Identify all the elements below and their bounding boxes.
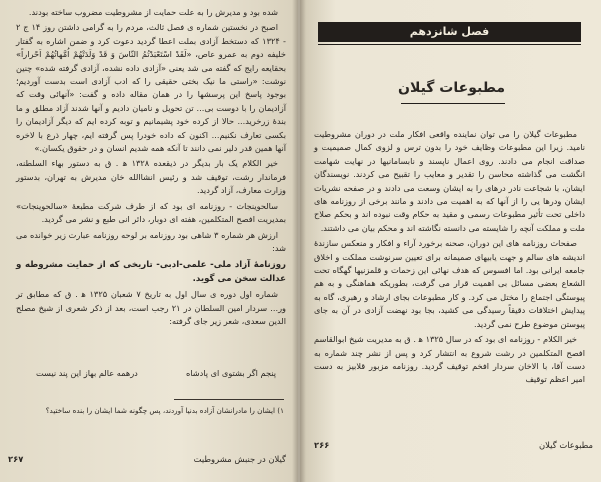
right-page-footer — [314, 440, 593, 450]
section-title: مطبوعات گیلان — [398, 80, 505, 96]
poem-hemistich: پنجم اگر بشتوی ای پادشاه — [185, 368, 276, 378]
left-page — [0, 0, 298, 482]
paragraph: مطبوعات گیلان را می توان نماینده واقعی افکار ملت در دوران مشروطیت نامید. زیرا این مطبوعات وظایف خود را بدون ترس و لزوی کمال صمیمیت و صداقت انجام می دادند. روی اعمال ناپسند و نابسامانیها در نهایت شهامت انگشت می گذاشته محاسن را تقدیر و معایب را تقبیح می کردند. نویسندگان ایشان، با شجاعت نادر درهای را به ایشان وسعت می دادند و در صفحه نشریات ایشان ودرها یی را از آنها که به اهمیت می دادند و مانند برخی از روزنامه های داخلی تحت تأثیر مطبوعات رسمی و مقید به حکام وقت نبوده اند و بحکم صلاح ملت و مملکت آنچه را شایسته می دانسته نگاشته اند و محکم بیان می داشتند. — [314, 129, 585, 233]
paragraph: خیر الکلام - روزنامه ای بود که در سال ۱۳۲۵ ه‍ . ق به مدیریت شیخ ابوالقاسم افصح المتکلمین در رشت شروع به انتشار کرد و پس از نشر چند شماره به دست آقا، با الاخان سردار افخم توقیف گردید. روزنامه مزبور قلابیز به دست امیر اعظم توقیف — [314, 334, 585, 385]
running-title: گیلان در جنبش مشروطیت — [193, 454, 286, 464]
footnote: ۱) ایشان را مادرانشان آزاده بدنیا آوردند، پس چگونه شما ایشان را بنده ساختید؟ — [45, 406, 284, 415]
paragraph: سالحوینجات - روزنامه ای بود که از طرف شرکت مطبعهٔ «سالحوینجات» بمدیریت افصح المتکلمین، هفته ای دوبار، دائر انی طبع و نشر می گردید. — [16, 200, 286, 225]
paragraph: شده بود و مدیرش را به علت حمایت از مشروطیت مضروب ساخته بودند. — [28, 7, 278, 17]
poem-hemistich: درهمه عالم بهاز این پند نیست — [36, 368, 138, 378]
left-page-footer — [8, 454, 286, 464]
page-number: ۲۶۷ — [8, 454, 24, 464]
footnote-divider — [174, 399, 284, 400]
newspaper-motto: روزنامهٔ آزاد ملی- علمی-ادبی- تاریخی که از حمایت مشروطه و عدالت سخن می گوید. — [16, 260, 286, 284]
page-number: ۲۶۶ — [314, 440, 330, 450]
paragraph: ارزش هر شماره ۳ شاهی بود روزنامه بر لوحه روزنامه عبارت زیر خوانده می شد: — [16, 229, 286, 253]
right-page — [300, 0, 601, 482]
paragraph: صفحات روزنامه های این دوران، صحنه برخورد آراء و افکار و منعکس سازندهٔ اندیشه های سالم و جهت یابیهای صمیمانه برای تعیین سرنوشت مملکت و اخلاق جامعه ایرانی بود. اما افسوس که هدف نهائی این زحمات و قلمزنیها گهگاه تحت الشعاع بعضی مسائل بی اهمیت قرار می گرفت، بطوریکه هماهنگی و به هم پیوستگی اجتماع را مختل می کرد. و کار مطبوعات بجای ارشاد و رهبری، گاه به پیدایش اختلافات دقیقاً رسیدگی می کشید، بجا بود نهضت آزادی در آن به جای پیوستن موضوع طرح نمی گردید. — [314, 238, 585, 329]
right-page-body — [314, 128, 585, 389]
paragraph: اصبح در نخستین شماره ی فصل ثالث، مردم را به گرامی داشتن روز ۱۴ ج ۲ - ۱۳۲۴ که دستخط آزادی بملت اعطا گردید دعوت کرد و ضمن اشاره به گفتار خلیفه دوم به عمرو عاص، «لَقَدْ اسْتَعْبَدْتُمُ النّاسَ وَ قَدْ وَلَدَتْهُمْ اُمَّهاتُهُمْ اَحْراراً» بحقایعه رایج که گفته می شد یعنی «آزادی داده نشده، آزادی گرفته شده» چنین نوشت: «راستی ما نیک بختی حقیقی را که ادب آزادی است بدست آوردیم؛ بوجود پاسخ این پرسشها را در همان مقاله داده و گفت: «آنهائی وقت که آزادیمان را با دوست بی... تن تحویل و نامیان دادیم و آنها شدند آزاد مطلق و ما بندهٔ زرخرید... حالا از کرده خود پشیمانیم و توبه کرده ایم که دیگر آزادیمان را بکسی تعارف نکنیم... اکنون که داده خودرا پس گرفته ایم، چهار ذرع با لاخره آنها همین قدر دلیر نمی دانند تا آنکه همه شدیم انسان و در حقوق یکسان.» — [16, 22, 286, 154]
paragraph: شماره اول دوره ی سال اول به تاریخ ۷ شعبان ۱۳۲۵ ه‍ . ق که مطابق تر ور... سردار امین السلطان در ۲۱ رجب است، بعد از ذکر شعری از شیخ مصلح الدین سعدی، شعر زیر جای گرفته: — [16, 289, 286, 326]
left-page-body — [16, 6, 286, 330]
poem-couplet — [36, 368, 276, 378]
chapter-title: فصل شانزدهم — [409, 25, 490, 38]
chapter-underline — [318, 44, 581, 45]
section-underline — [401, 103, 505, 104]
paragraph: خیر الکلام یک بار بدیگر در ذیقعده ۱۳۲۸ ه‍ . ق به دستور بهاء السلطنه، فرماندار رشت، توقیف شد و رئیس انشاالله خان مدیرش به تهران، بدستور وزارت معارف، آزاد گردید. — [16, 158, 286, 196]
book-gutter — [292, 0, 306, 482]
running-title: مطبوعات گیلان — [539, 440, 593, 450]
